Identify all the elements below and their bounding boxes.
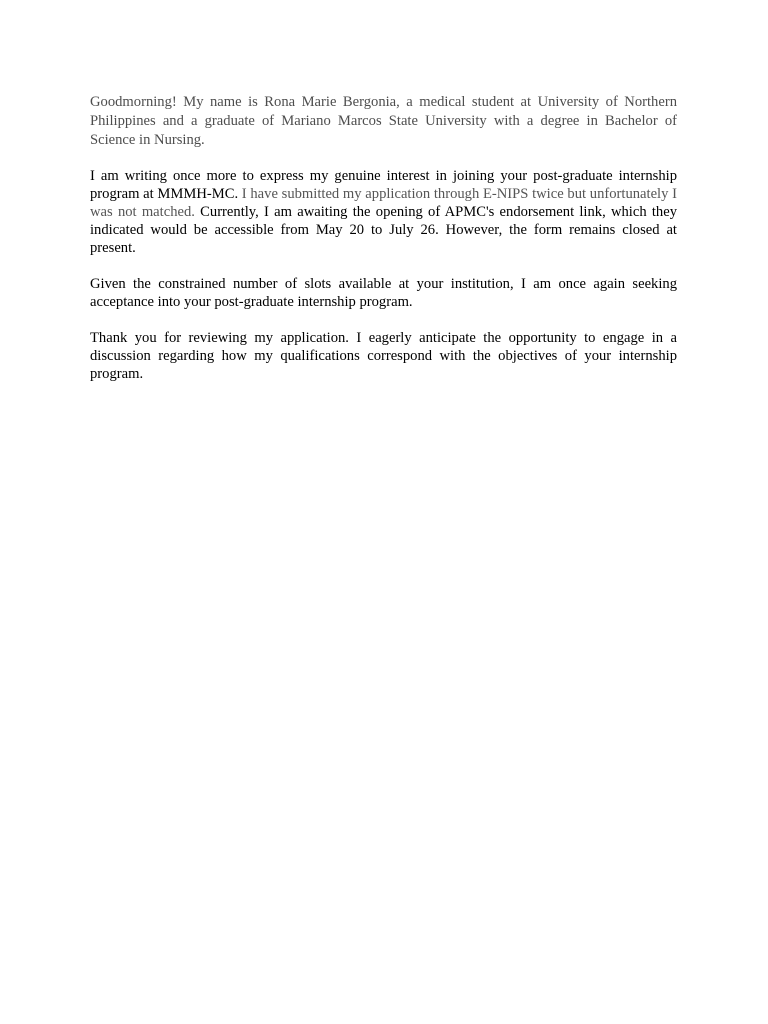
endorsement-status: Currently, I am awaiting the opening of APMC's endorsement link, which they indicated would be accessible from May 20 to July 26. However, the form remains closed at present. — [90, 204, 677, 256]
application-history: I have submitted my application through E-NIPS twice but unfortunately I was not matched. — [90, 186, 677, 220]
intro-paragraph: Goodmorning! My name is Rona Marie Bergonia, a medical student at University of Northern Philippines and a graduate of Mariano Marcos State University with a degree in Bachelor of Science in Nursing. — [90, 94, 677, 148]
request-paragraph: Given the constrained number of slots available at your institution, I am once again seeking acceptance into your post-graduate internship program. — [90, 276, 677, 310]
letter-body — [90, 93, 677, 383]
interest-paragraph — [90, 167, 677, 257]
interest-statement: I am writing once more to express my genuine interest in joining your post-graduate internship program at MMMH-MC. — [90, 168, 677, 202]
closing-paragraph: Thank you for reviewing my application. I eagerly anticipate the opportunity to engage in a discussion regarding how my qualifications correspond with the objectives of your internship program. — [90, 330, 677, 382]
